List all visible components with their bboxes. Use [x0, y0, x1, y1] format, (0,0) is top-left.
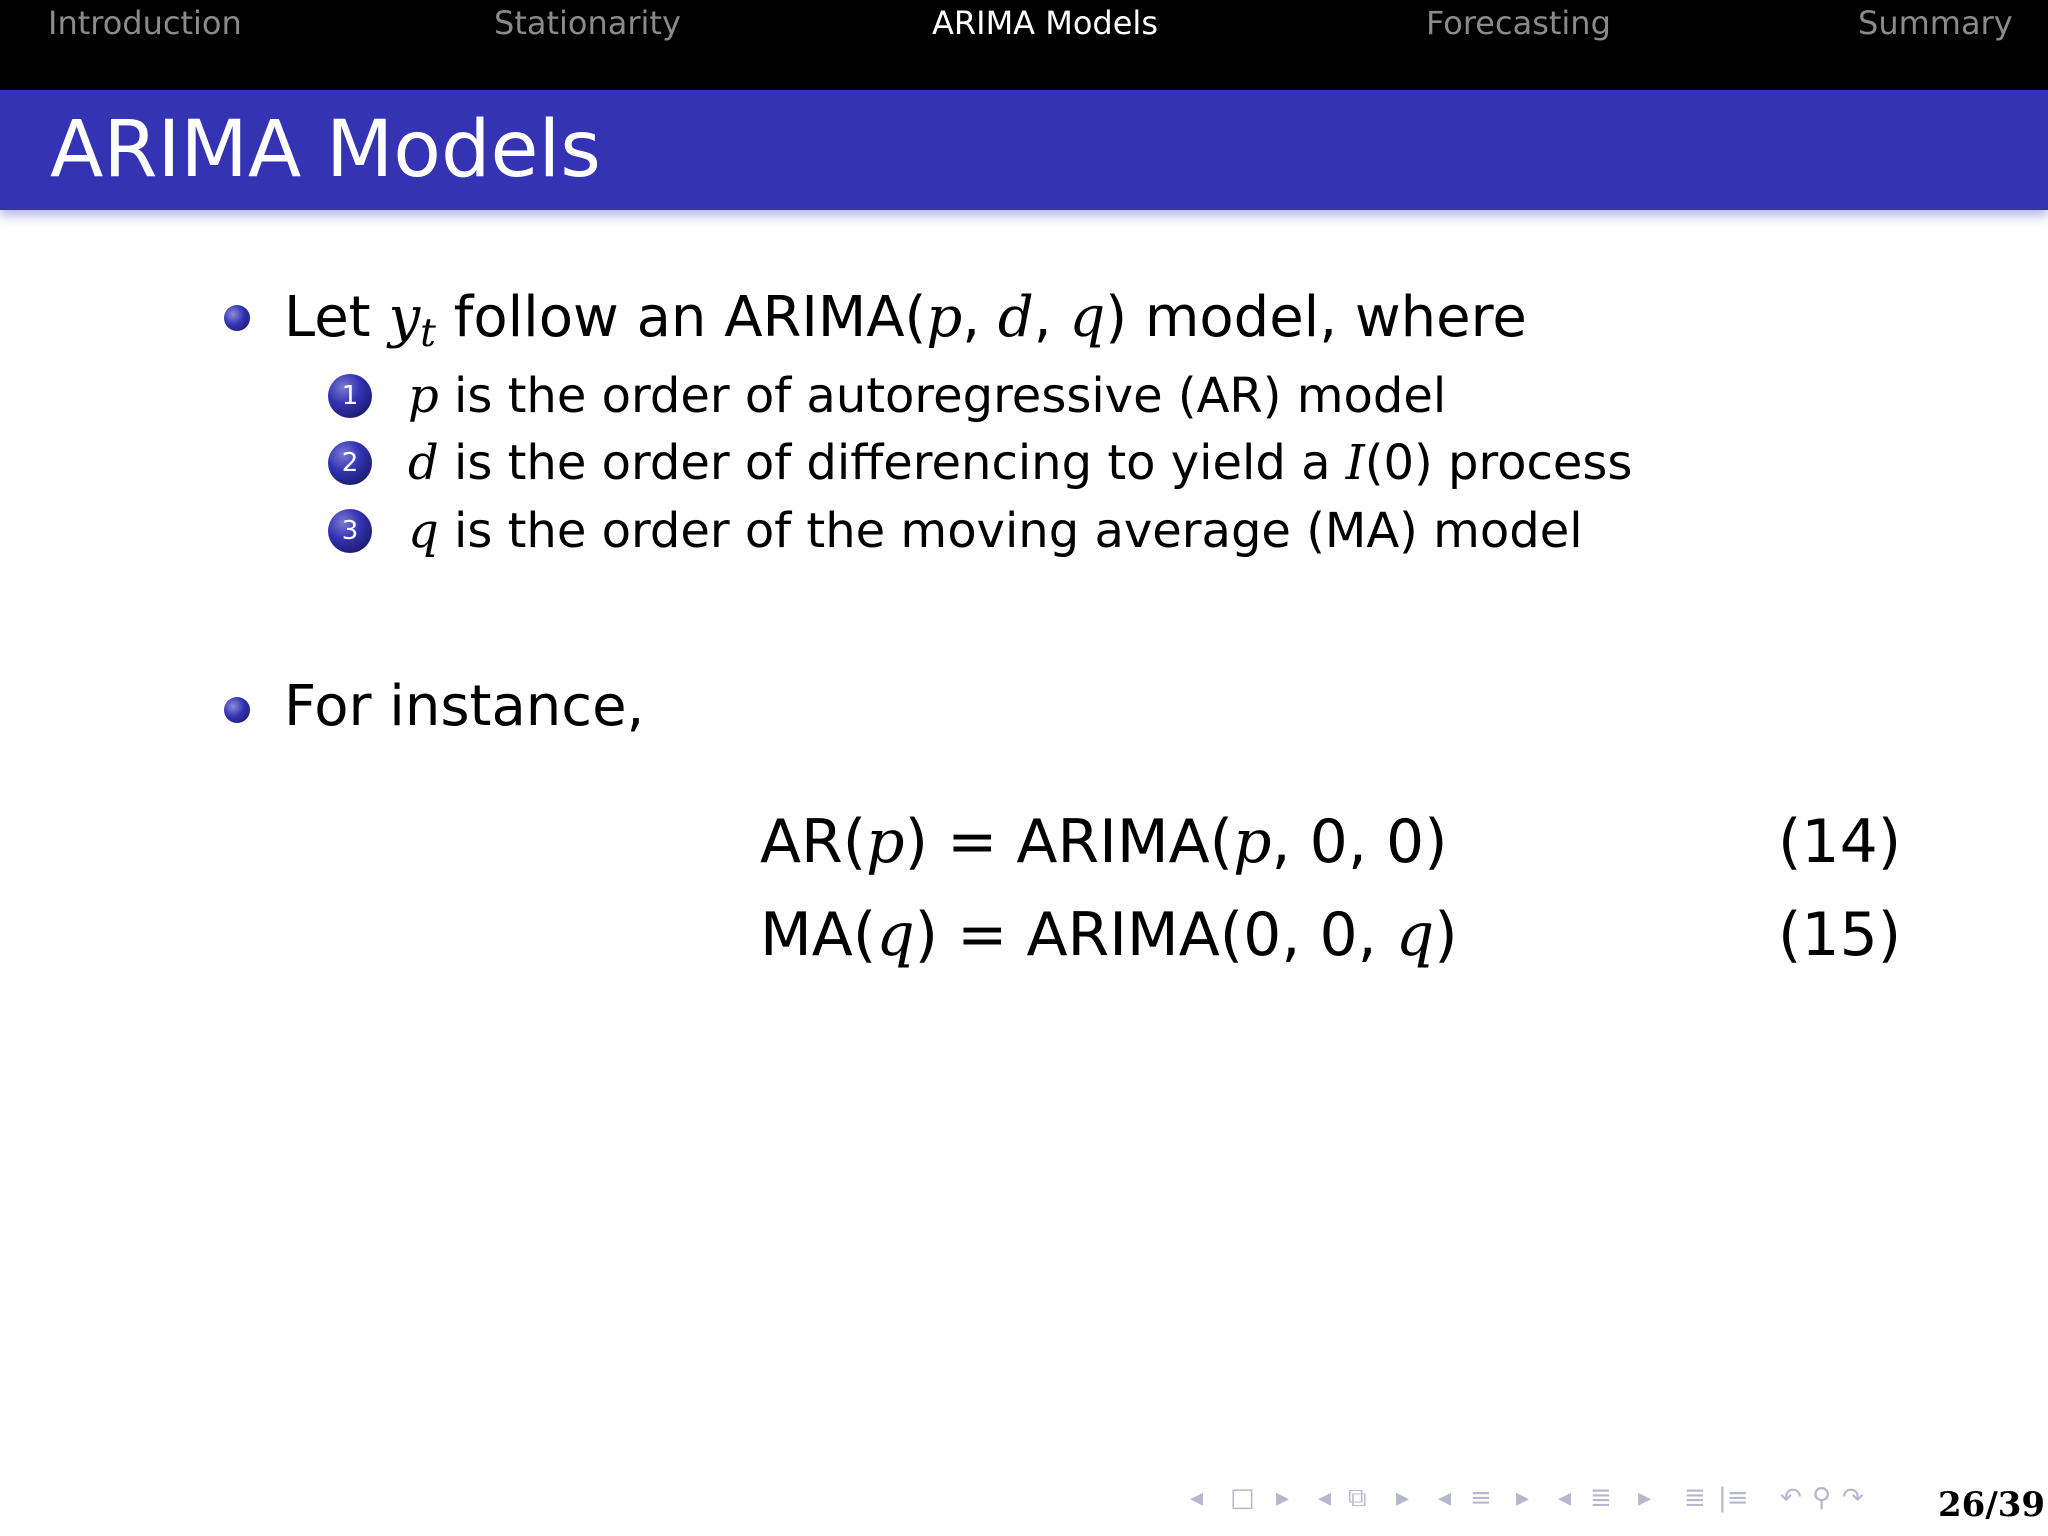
- sub-item-q: [408, 501, 1583, 561]
- document-end-icon[interactable]: |≡: [1718, 1483, 1749, 1513]
- forward-icon[interactable]: ↷: [1842, 1483, 1864, 1513]
- frame-title-bar: [0, 90, 2048, 210]
- math-var-q: q: [876, 900, 915, 970]
- equation-number-14: (14): [1778, 807, 1902, 877]
- text: ) model, where: [1105, 285, 1527, 350]
- math-sub-t: t: [420, 310, 436, 356]
- enum-ball-1-icon: 1: [328, 374, 372, 418]
- text: follow an ARIMA(: [435, 285, 927, 350]
- nav-left-arrow-icon[interactable]: ◂: [1438, 1483, 1452, 1513]
- text: ARIMA(: [1016, 807, 1234, 877]
- sub-item-p: [408, 366, 1446, 426]
- back-icon[interactable]: ↶: [1780, 1483, 1802, 1513]
- nav-item-introduction[interactable]: Introduction: [48, 4, 242, 42]
- text: ): [1434, 900, 1458, 970]
- frame-icon[interactable]: □: [1230, 1483, 1255, 1513]
- equation-ar: [760, 802, 1448, 882]
- subsection-icon[interactable]: ⧉: [1348, 1483, 1367, 1513]
- math-var-q: q: [1069, 285, 1106, 350]
- math-var-p: p: [866, 807, 905, 877]
- nav-right-arrow-icon[interactable]: ▸: [1638, 1483, 1652, 1513]
- nav-right-arrow-icon[interactable]: ▸: [1276, 1483, 1290, 1513]
- bullet-for-instance: For instance,: [284, 674, 645, 739]
- math-var-d: d: [997, 285, 1034, 350]
- equation-ma: [760, 895, 1458, 975]
- nav-left-arrow-icon[interactable]: ◂: [1318, 1483, 1332, 1513]
- nav-left-arrow-icon[interactable]: ◂: [1558, 1483, 1572, 1513]
- text: is the order of autoregressive (AR) model: [438, 368, 1447, 424]
- nav-item-summary[interactable]: Summary: [1858, 4, 2013, 42]
- nav-right-arrow-icon[interactable]: ▸: [1396, 1483, 1410, 1513]
- text: ): [914, 900, 939, 970]
- text: Let: [284, 285, 389, 350]
- nav-item-arima-models[interactable]: ARIMA Models: [932, 4, 1158, 42]
- text: MA(: [760, 900, 877, 970]
- text: is the order of differencing to yield a: [438, 435, 1346, 491]
- math-var-q: q: [408, 503, 439, 559]
- enum-ball-3-icon: 3: [328, 509, 372, 553]
- section-icon[interactable]: ≣: [1590, 1483, 1612, 1513]
- nav-right-arrow-icon[interactable]: ▸: [1516, 1483, 1530, 1513]
- enum-ball-2-icon: 2: [328, 441, 372, 485]
- text: ARIMA(0, 0,: [1026, 900, 1396, 970]
- nav-item-stationarity[interactable]: Stationarity: [494, 4, 681, 42]
- bullet-arima-definition: [284, 283, 1527, 369]
- math-var-q: q: [1395, 900, 1435, 970]
- text: , 0, 0): [1271, 807, 1448, 877]
- math-var-p: p: [408, 368, 439, 424]
- page-number: 26/39: [1938, 1485, 2046, 1525]
- text: ): [904, 807, 928, 877]
- text: AR(: [760, 807, 867, 877]
- nav-item-forecasting[interactable]: Forecasting: [1426, 4, 1611, 42]
- math-var-y: y: [388, 285, 421, 350]
- equation-number-15: (15): [1778, 900, 1902, 970]
- equals-sign: =: [928, 807, 1017, 877]
- search-icon[interactable]: ⚲: [1812, 1483, 1832, 1513]
- math-var-p: p: [926, 285, 963, 350]
- text: (0) process: [1364, 435, 1633, 491]
- math-var-d: d: [408, 435, 439, 491]
- navigation-symbols: [1190, 1478, 1890, 1518]
- frame-title: ARIMA Models: [50, 105, 601, 195]
- sub-item-d: [408, 433, 1632, 493]
- text: ,: [1033, 285, 1070, 350]
- text: ,: [962, 285, 998, 350]
- document-start-icon[interactable]: ≣: [1684, 1483, 1706, 1513]
- math-var-p: p: [1233, 807, 1272, 877]
- nav-left-arrow-icon[interactable]: ◂: [1190, 1483, 1204, 1513]
- equals-sign: =: [938, 900, 1027, 970]
- bullet-dot-icon: [224, 697, 250, 723]
- section-icon[interactable]: ≡: [1470, 1483, 1492, 1513]
- section-navigation: [0, 0, 2048, 90]
- math-var-i: I: [1345, 435, 1365, 491]
- text: is the order of the moving average (MA) model: [438, 503, 1583, 559]
- bullet-dot-icon: [224, 305, 250, 331]
